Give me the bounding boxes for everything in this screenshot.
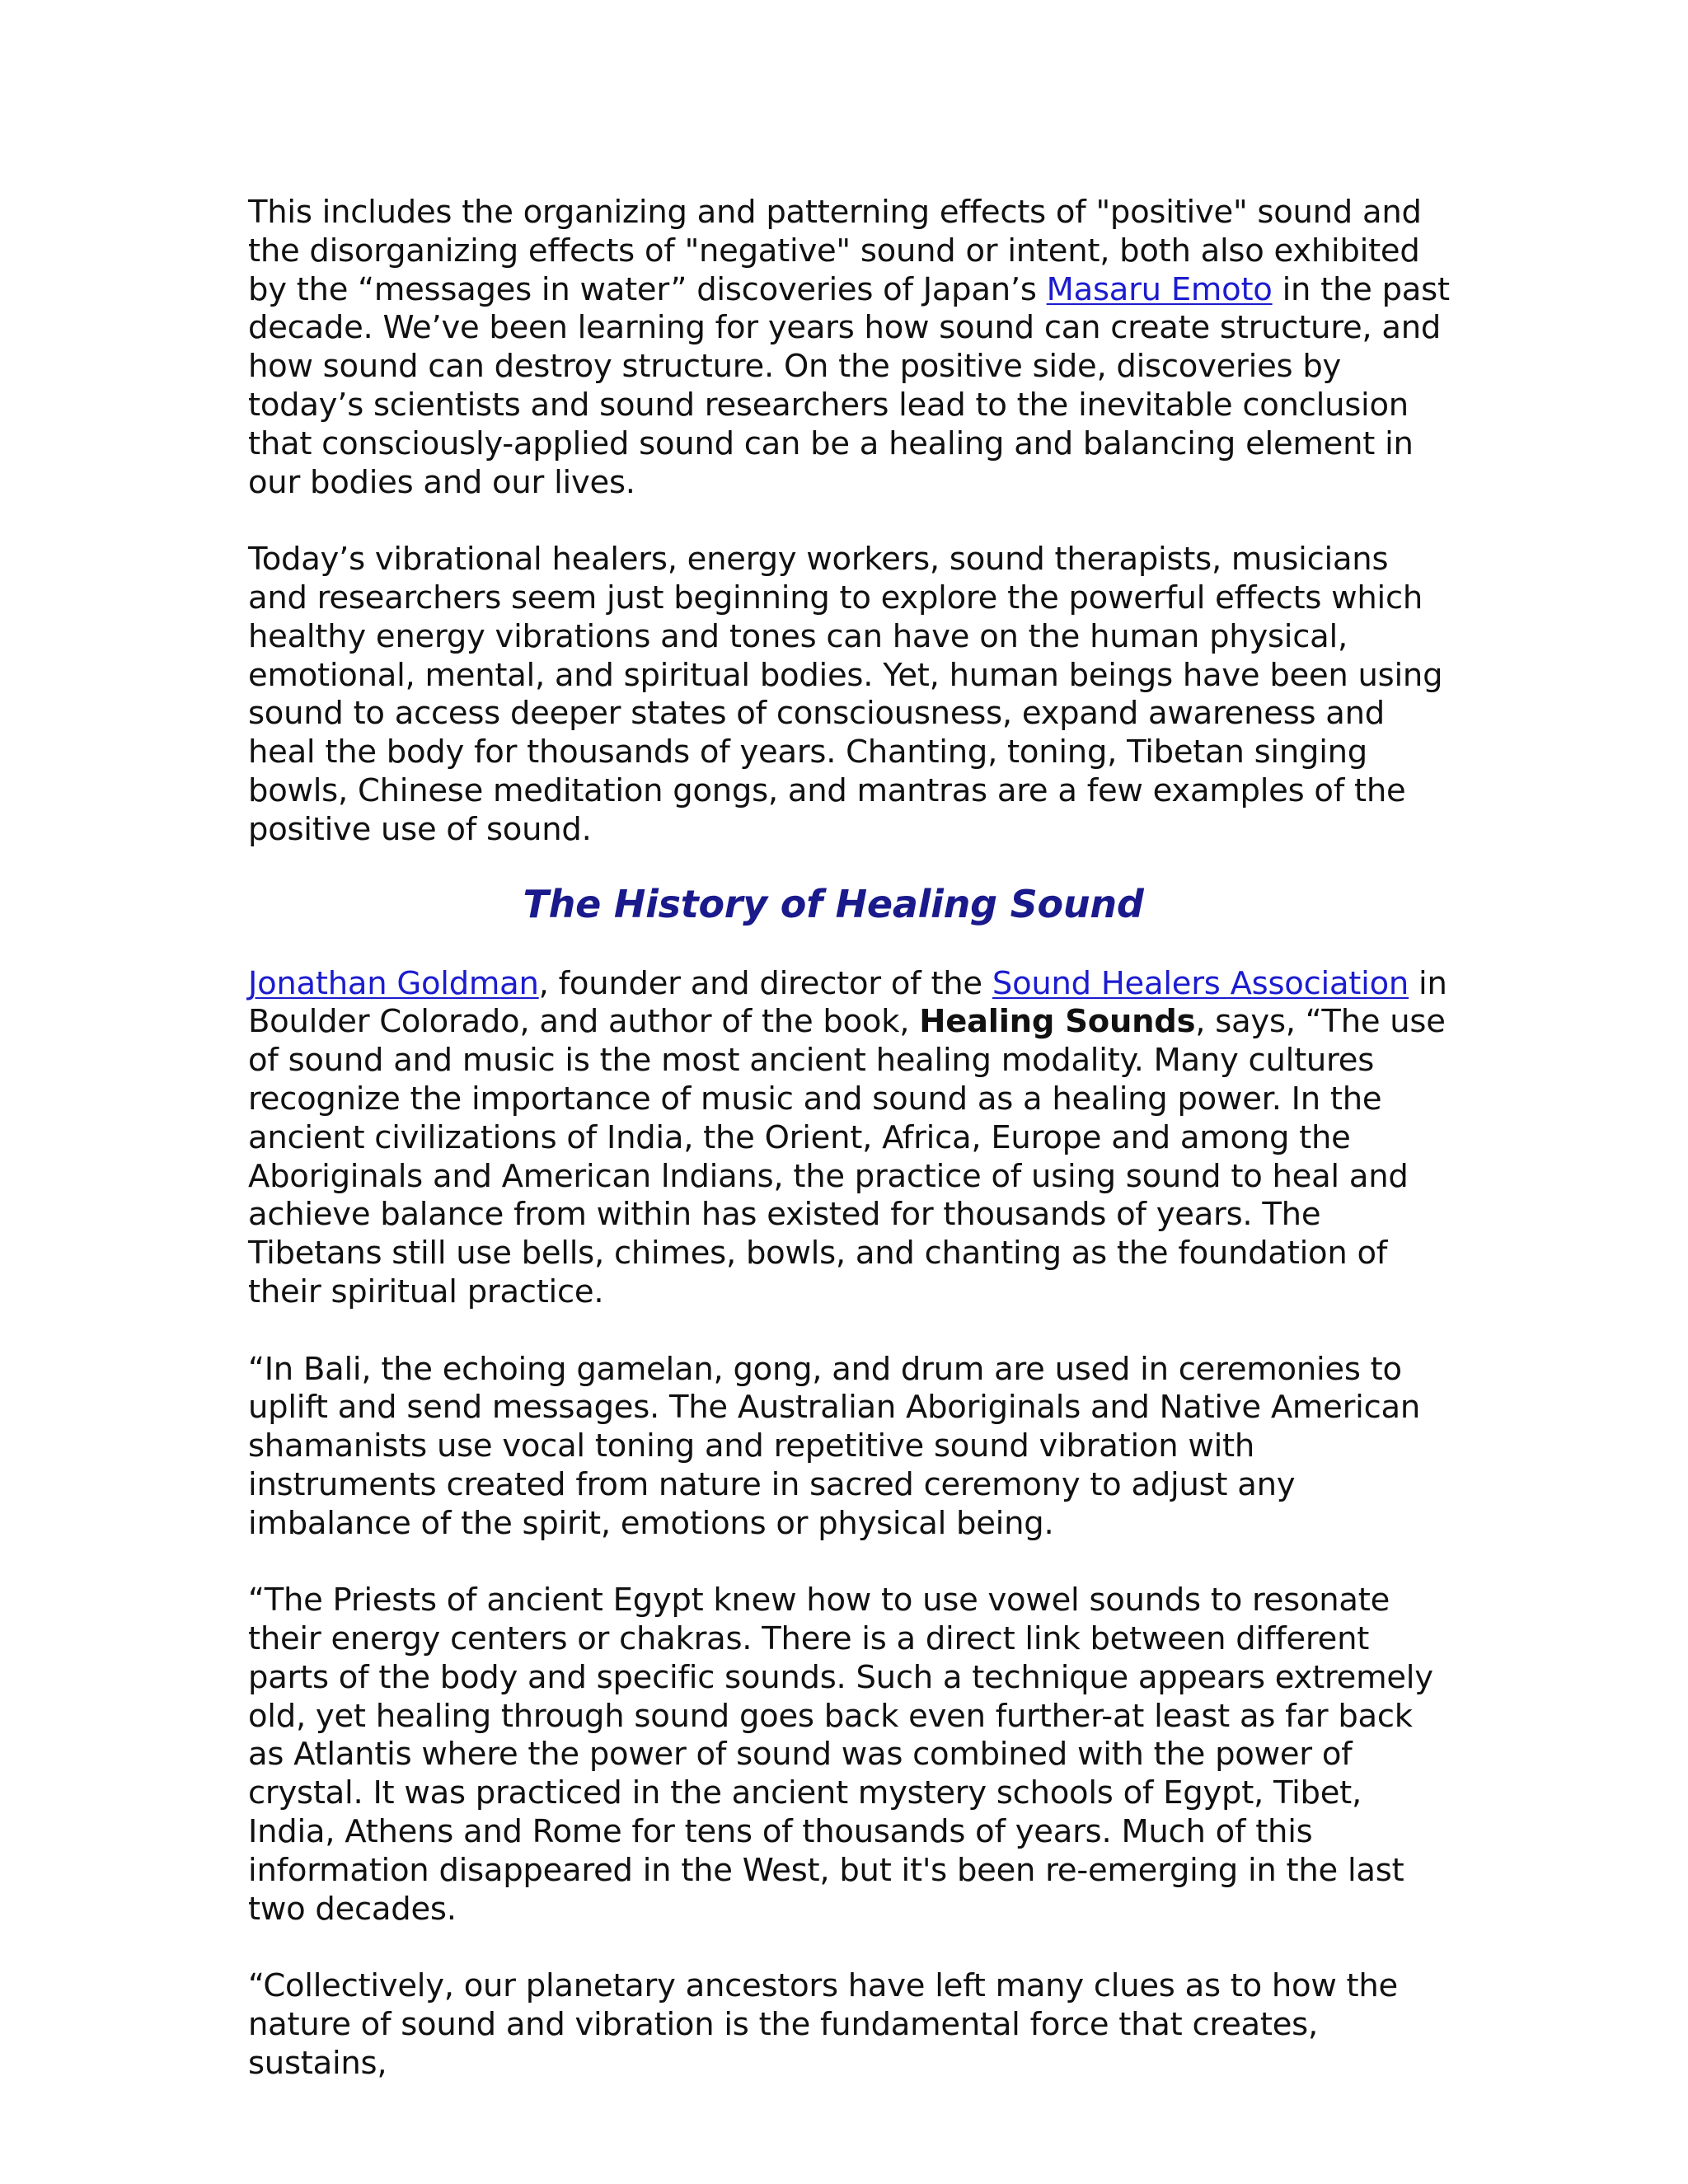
paragraph-text: , says, “The use of sound and music is the most ancient healing modality. Many cultures recognize the importance of music and sound as a healing power. In the ancient civilizations of India, the Orient, Africa, Europe and among the Aboriginals and American lndians, the practice of using sound to heal and achieve balance from within has existed for thousands of years. The Tibetans still use bells, chimes, bowls, and chanting as the foundation of their spiritual practice. xyxy=(248,1003,1446,1310)
paragraph-collectively: “Collectively, our planetary ancestors have left many clues as to how the nature of sound and vibration is the fundamental force that creates, sustains, xyxy=(248,1967,1398,2082)
section-heading: The History of Healing Sound xyxy=(523,881,1144,926)
paragraph-bali: “In Bali, the echoing gamelan, gong, and drum are used in ceremonies to uplift and send messages. The Australian Aboriginals and Native American shamanists use vocal toning and repetitive sound vibration with instruments created from nature in sacred ceremony to adjust any imbalance of the spirit, emotions or physical being. xyxy=(248,1350,1421,1542)
paragraph-text: in Boulder Colorado, and author of the book, xyxy=(248,964,1447,1041)
paragraph-text: , founder and director of the xyxy=(538,964,992,1002)
paragraph-organizing-effects xyxy=(248,194,1451,502)
paragraph-vibrational-healers: Today’s vibrational healers, energy workers, sound therapists, musicians and researchers seem just beginning to explore the powerful effects which healthy energy vibrations and tones can have on the human physical, emotional, mental, and spiritual bodies. Yet, human beings have been using sound to access deeper states of consciousness, expand awareness and heal the body for thousands of years. Chanting, toning, Tibetan singing bowls, Chinese meditation gongs, and mantras are a few examples of the positive use of sound. xyxy=(248,541,1443,848)
sound-healers-association-link[interactable]: Sound Healers Association xyxy=(992,964,1409,1002)
jonathan-goldman-link[interactable]: Jonathan Goldman xyxy=(248,964,539,1002)
paragraph-egypt: “The Priests of ancient Egypt knew how to use vowel sounds to resonate their energy centers or chakras. There is a direct link between different parts of the body and specific sounds. Such a technique appears extremely old, yet healing through sound goes back even further-at least as far back as Atlantis where the power of sound was combined with the power of crystal. It was practiced in the ancient mystery schools of Egypt, Tibet, India, Athens and Rome for tens of thousands of years. Much of this information disappeared in the West, but it's been re-emerging in the last two decades. xyxy=(248,1582,1433,1928)
paragraph-text: This includes the organizing and patterning effects of "positive" sound and the disorganizing effects of "negative" sound or intent, both also exhibited by the “messages in water” discoveries of Japan’s xyxy=(248,194,1422,308)
paragraph-goldman-intro xyxy=(248,965,1451,1312)
document-page xyxy=(248,194,1451,2121)
masaru-emoto-link[interactable]: Masaru Emoto xyxy=(1046,270,1273,308)
book-title: Healing Sounds xyxy=(919,1003,1196,1041)
paragraph-text: in the past decade. We’ve been learning for years how sound can create structure, and how sound can destroy structure. On the positive side, discoveries by today’s scientists and sound researchers lead to the inevitable conclusion that consciously-applied sound can be a healing and balancing element in our bodies and our lives. xyxy=(248,270,1450,501)
